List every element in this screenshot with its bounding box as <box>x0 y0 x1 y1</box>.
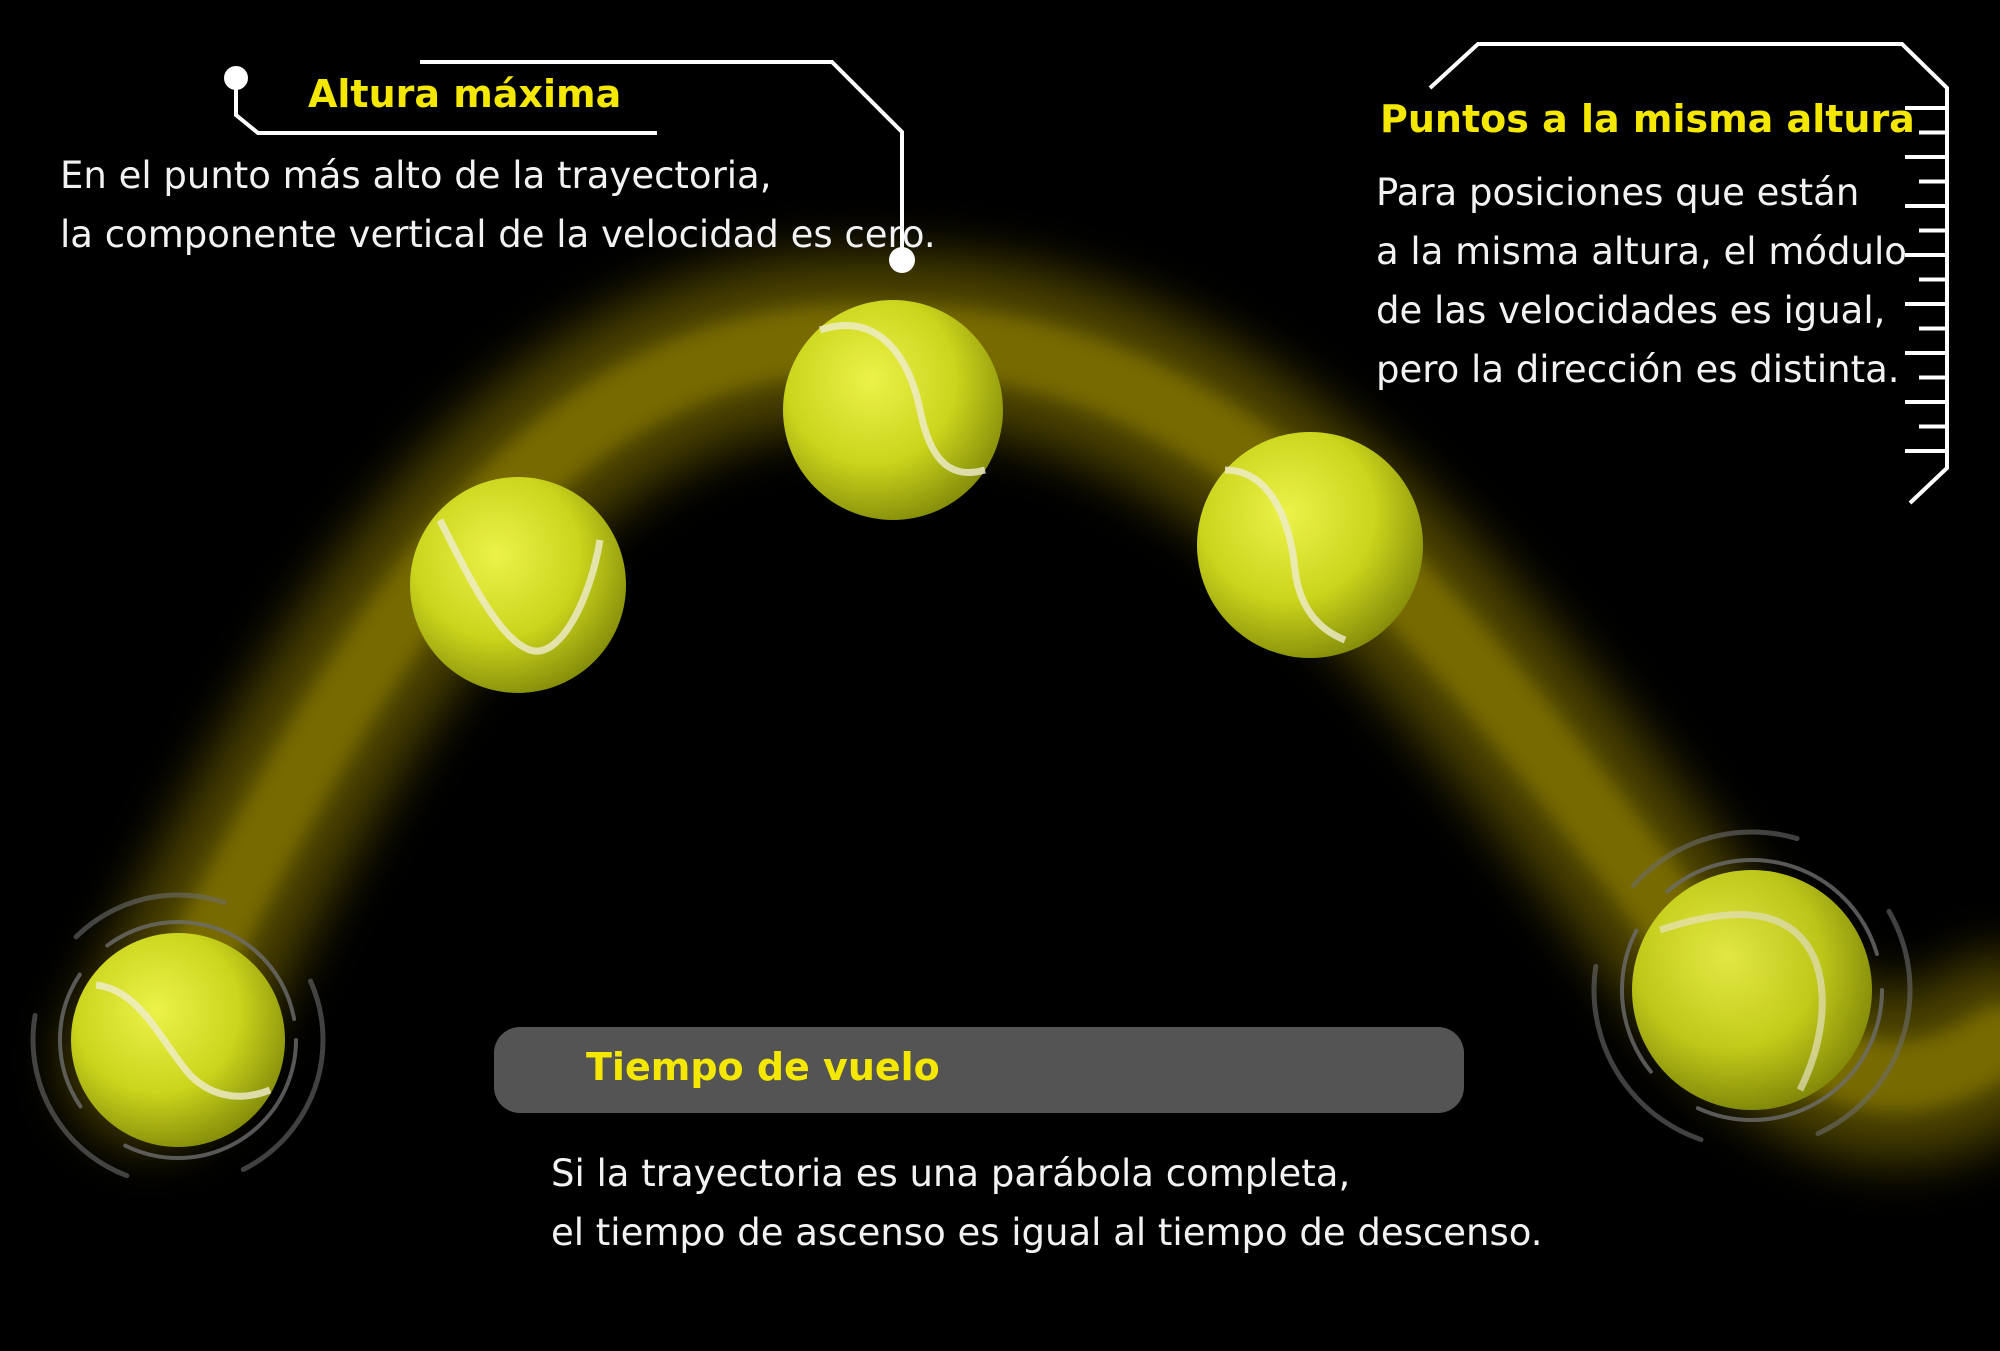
max-height-title: Altura máxima <box>308 72 622 116</box>
flight-time-text <box>551 1144 1543 1262</box>
same-height-line-1: Para posiciones que están <box>1376 171 1860 214</box>
max-height-line-1: En el punto más alto de la trayectoria, <box>60 154 772 197</box>
flight-time-line-1: Si la trayectoria es una parábola completa, <box>551 1152 1351 1195</box>
same-height-line-2: a la misma altura, el módulo <box>1376 230 1907 273</box>
same-height-line-4: pero la dirección es distinta. <box>1376 348 1900 391</box>
same-height-line-3: de las velocidades es igual, <box>1376 289 1886 332</box>
same-height-title: Puntos a la misma altura <box>1380 97 1915 141</box>
ruler-ticks <box>1905 108 1945 451</box>
flight-time-line-2: el tiempo de ascenso es igual al tiempo de descenso. <box>551 1211 1543 1254</box>
max-height-line-2: la componente vertical de la velocidad es cero. <box>60 213 936 256</box>
tennis-ball-icon <box>71 933 285 1147</box>
same-height-text <box>1376 163 1907 399</box>
max-height-text <box>60 146 936 264</box>
flight-time-title: Tiempo de vuelo <box>586 1045 940 1089</box>
tennis-ball-icon <box>783 300 1003 520</box>
tennis-ball-icon <box>1632 870 1872 1110</box>
tennis-ball-icon <box>410 477 626 693</box>
tennis-ball-icon <box>1197 432 1423 658</box>
callout-dot-start <box>224 66 248 90</box>
